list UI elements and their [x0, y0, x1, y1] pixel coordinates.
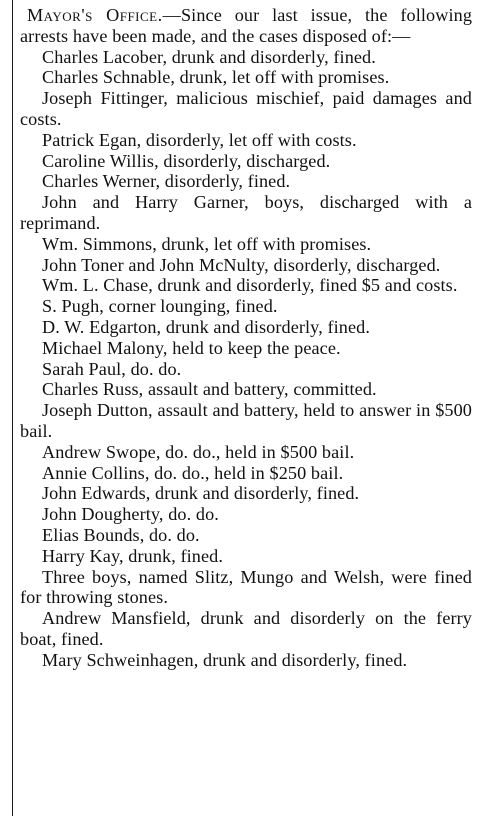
arrest-entry: Mary Schweinhagen, drunk and disorderly, fined.	[42, 649, 408, 670]
arrest-entry: Elias Bounds, do. do.	[42, 524, 200, 545]
arrest-entry: John and Harry Garner, boys, discharged with a reprimand.	[20, 192, 472, 233]
article-heading: Mayor's Office.	[27, 5, 163, 25]
arrest-entry: D. W. Edgarton, drunk and disorderly, fined.	[42, 316, 371, 337]
arrest-entry: Charles Werner, disorderly, fined.	[42, 171, 291, 192]
arrest-entry: Charles Schnable, drunk, let off with promises.	[42, 67, 390, 88]
arrest-entry: S. Pugh, corner lounging, fined.	[42, 296, 278, 317]
arrest-entry: Caroline Willis, disorderly, discharged.	[42, 150, 331, 171]
arrest-entry: Joseph Fittinger, malicious mischief, paid damages and costs.	[20, 88, 472, 129]
arrest-list	[20, 47, 472, 671]
arrest-entry: Three boys, named Slitz, Mungo and Welsh, were fined for throwing stones.	[20, 566, 472, 608]
arrest-entry: Charles Russ, assault and battery, committed.	[42, 379, 377, 400]
arrest-entry: John Edwards, drunk and disorderly, fined.	[42, 483, 360, 504]
arrest-entry: John Toner and John McNulty, disorderly, discharged.	[42, 254, 441, 275]
article-intro-paragraph	[20, 5, 472, 47]
arrest-entry: Andrew Mansfield, drunk and disorderly on the ferry boat, fined.	[20, 608, 472, 649]
arrest-entry: Wm. Simmons, drunk, let off with promises.	[42, 233, 372, 254]
arrest-entry: Andrew Swope, do. do., held in $500 bail.	[42, 441, 355, 462]
arrest-entry: John Dougherty, do. do.	[42, 504, 219, 525]
newspaper-column	[12, 0, 480, 816]
arrest-entry: Annie Collins, do. do., held in $250 bail.	[42, 462, 344, 483]
arrest-entry: Patrick Egan, disorderly, let off with costs.	[42, 129, 357, 150]
arrest-entry: Harry Kay, drunk, fined.	[42, 545, 224, 566]
arrest-entry: Wm. L. Chase, drunk and disorderly, fined $5 and costs.	[42, 275, 458, 296]
arrest-entry: Charles Lacober, drunk and disorderly, fined.	[42, 46, 376, 67]
article-intro: —Since our last issue, the following arrests have been made, and the cases disposed of:—	[20, 5, 473, 46]
arrest-entry: Joseph Dutton, assault and battery, held to answer in $500 bail.	[20, 400, 472, 441]
arrest-entry: Sarah Paul, do. do.	[42, 358, 182, 379]
arrest-entry: Michael Malony, held to keep the peace.	[42, 337, 341, 358]
